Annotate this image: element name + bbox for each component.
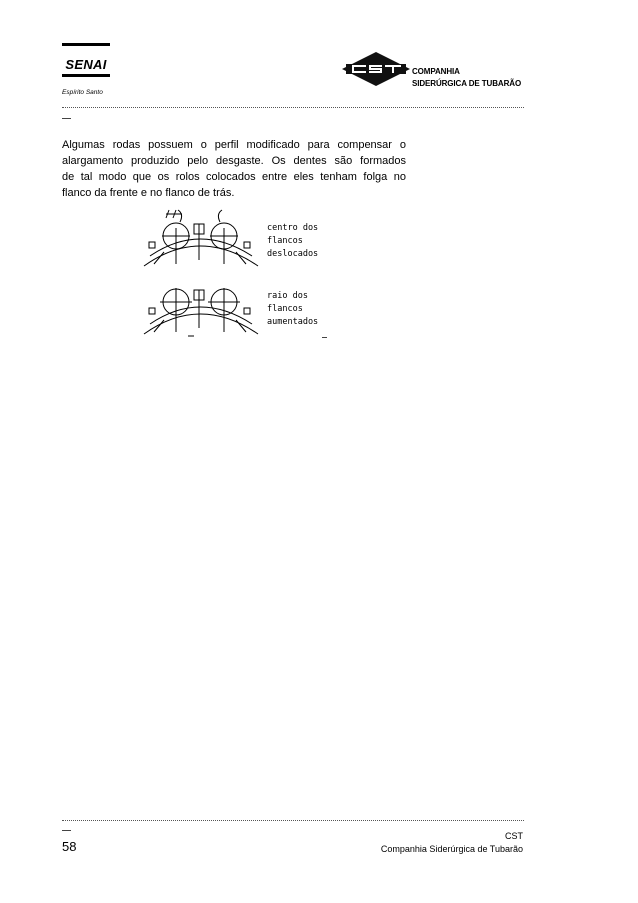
- senai-logo: SENAI: [65, 57, 107, 72]
- header-rule: [62, 107, 524, 108]
- footer-rule: [62, 820, 524, 821]
- senai-logo-top-bar: [62, 43, 110, 46]
- page-number: 58: [62, 839, 77, 854]
- footer-dash: [62, 830, 71, 831]
- figure-label-line: flancos: [267, 304, 303, 314]
- senai-logo-bottom-bar: [62, 74, 110, 77]
- footer-company: [381, 830, 523, 856]
- body-paragraph: [62, 137, 406, 201]
- paragraph-line: de tal modo que os rolos colocados entre eles tenham folga no: [62, 171, 406, 183]
- footer-line: CST: [505, 831, 523, 841]
- figure-label-line: flancos: [267, 236, 303, 246]
- company-name-line2: SIDERÚRGICA DE TUBARÃO: [412, 79, 522, 88]
- figure-tick: [322, 337, 327, 338]
- paragraph-line: alargamento produzido pelo desgaste. Os dentes são formados: [62, 155, 406, 167]
- footer-line: Companhia Siderúrgica de Tubarão: [380, 844, 523, 854]
- figure-label-line: centro dos: [267, 223, 319, 233]
- figure-label-line: raio dos: [267, 291, 308, 301]
- figure-label-line: aumentados: [267, 317, 319, 327]
- gear-diagram-shifted-flanks: [140, 208, 262, 270]
- cst-logo-icon: [340, 50, 412, 88]
- company-name-line1: COMPANHIA: [412, 67, 460, 76]
- figure-label-top: [267, 222, 318, 261]
- figure-label-line: deslocados: [267, 249, 319, 259]
- cst-logo-text: CST: [340, 50, 342, 51]
- senai-region: Espírito Santo: [62, 89, 103, 96]
- paragraph-line: Algumas rodas possuem o perfil modificado para compensar o: [62, 139, 406, 151]
- gear-diagram-enlarged-radius: [140, 278, 262, 338]
- paragraph-line: flanco da frente e no flanco de trás.: [62, 187, 235, 199]
- figure-label-bottom: [267, 290, 318, 329]
- header-dash: [62, 118, 71, 119]
